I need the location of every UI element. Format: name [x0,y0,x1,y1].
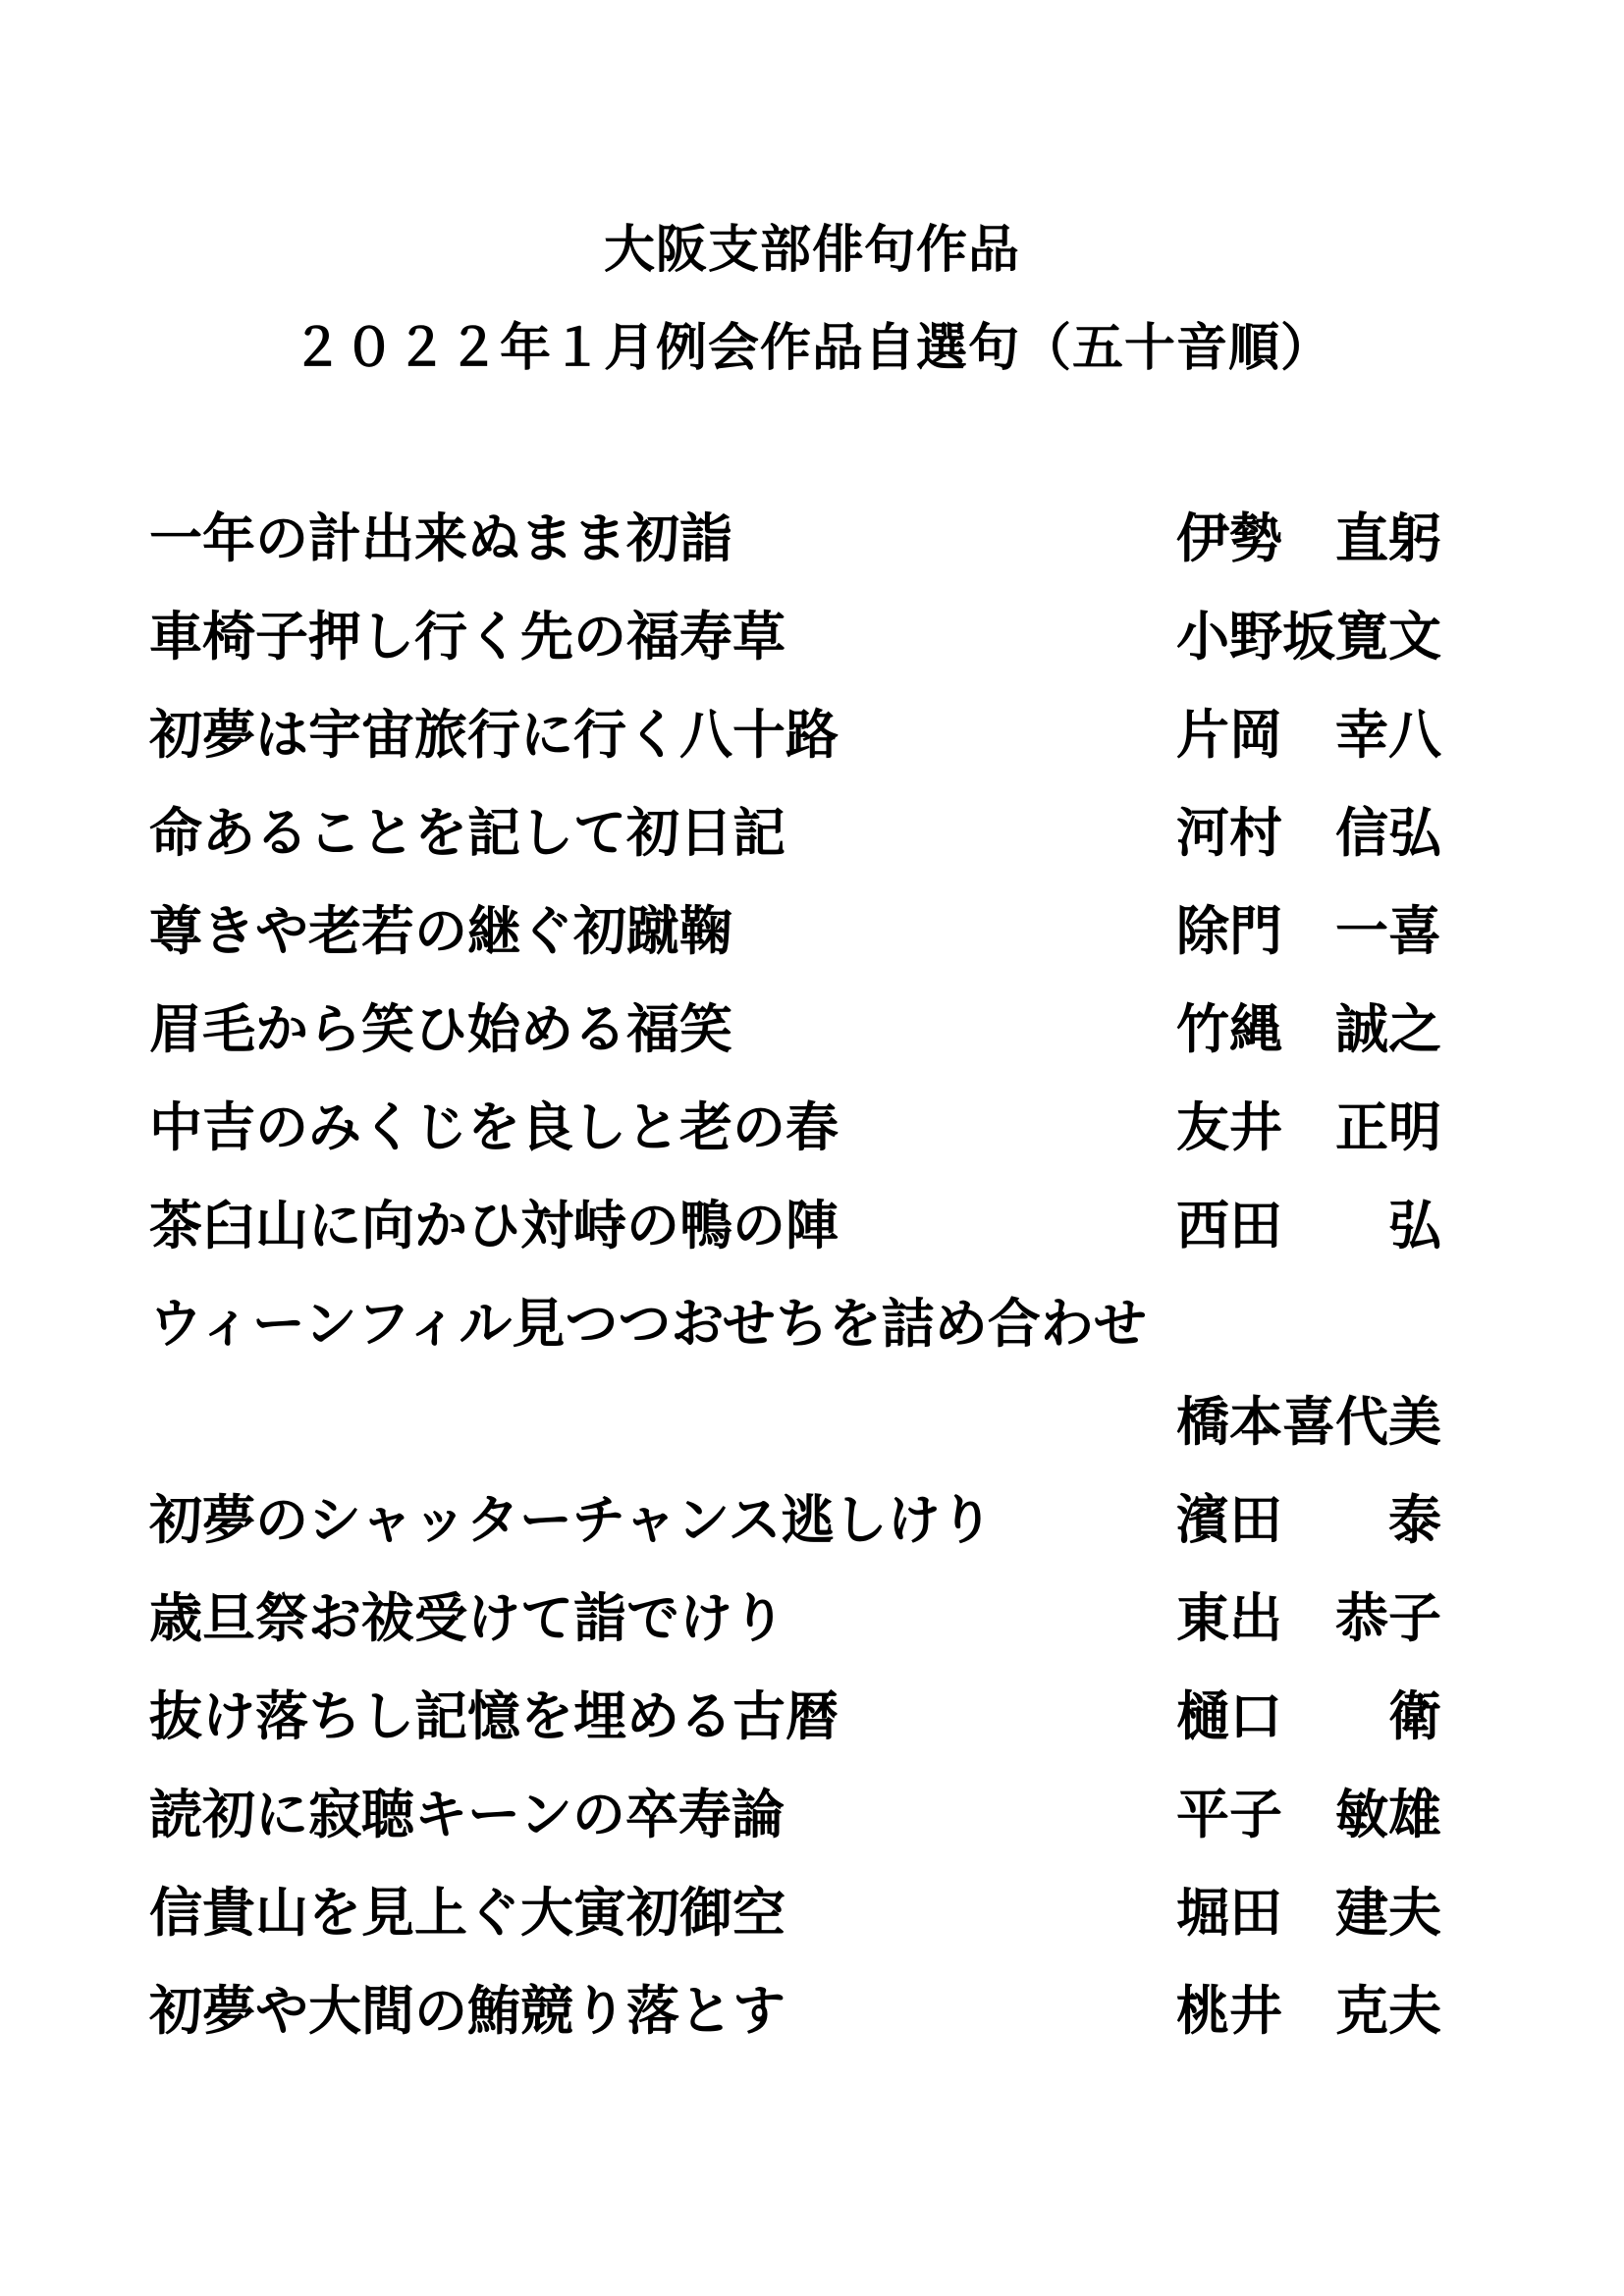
haiku-text: 眉毛から笑ひ始める福笑 [149,998,732,1060]
haiku-row [149,589,1485,687]
haiku-row [149,1178,1485,1276]
haiku-text: 中吉のみくじを良しと老の春 [149,1096,839,1158]
haiku-author: 河村 信弘 [1176,802,1441,864]
document-title: 大阪支部俳句作品 [603,221,1020,280]
haiku-author: 桃井 克夫 [1176,1980,1441,2042]
haiku-text: ウィーンフィル見つつおせちを詰め合わせ [149,1293,1147,1355]
haiku-text: 茶臼山に向かひ対峙の鴨の陣 [149,1195,839,1256]
haiku-author: 堀田 建夫 [1176,1882,1441,1944]
haiku-text: 初夢は宇宙旅行に行く八十路 [149,704,839,766]
haiku-text: 尊きや老若の継ぐ初蹴鞠 [149,900,732,962]
haiku-row [149,1963,1485,2061]
haiku-author: 竹縄 誠之 [1176,998,1441,1060]
haiku-text: 初夢のシャッターチャンス逃しけり [149,1489,994,1551]
haiku-row [149,1865,1485,1963]
document-subtitle: ２０２２年１月例会作品自選句（五十音順） [291,319,1332,378]
haiku-author: 西田 弘 [1176,1195,1441,1256]
haiku-text: 信貴山を見上ぐ大寅初御空 [149,1882,785,1944]
haiku-row [149,687,1485,785]
haiku-author: 東出 恭子 [1176,1587,1441,1649]
haiku-author: 伊勢 直躬 [1176,507,1441,569]
haiku-row [149,1374,1485,1472]
haiku-author: 橋本喜代美 [1176,1391,1441,1453]
haiku-row [149,883,1485,982]
haiku-row [149,1571,1485,1669]
haiku-text: 抜け落ちし記憶を埋める古暦 [149,1685,839,1747]
haiku-text: 初夢や大間の鮪競り落とす [149,1980,785,2042]
haiku-author: 友井 正明 [1176,1096,1441,1158]
haiku-author: 平子 敏雄 [1176,1784,1441,1845]
haiku-author: 濱田 泰 [1176,1489,1441,1551]
haiku-text: 車椅子押し行く先の福寿草 [149,606,785,667]
haiku-list [149,491,1485,2061]
haiku-text: 読初に寂聴キーンの卒寿論 [149,1784,785,1845]
haiku-author: 樋口 衛 [1176,1685,1441,1747]
haiku-author: 小野坂寛文 [1176,606,1441,667]
haiku-row [149,491,1485,589]
haiku-row [149,982,1485,1080]
haiku-author: 除門 一喜 [1176,900,1441,962]
haiku-text: 一年の計出来ぬまま初詣 [149,507,732,569]
haiku-row [149,785,1485,883]
haiku-row [149,1276,1485,1374]
haiku-text: 命あることを記して初日記 [149,802,785,864]
haiku-text: 歳旦祭お祓受けて詣でけり [149,1587,785,1649]
haiku-row [149,1767,1485,1865]
haiku-author: 片岡 幸八 [1176,704,1441,766]
haiku-row [149,1472,1485,1571]
haiku-row [149,1669,1485,1767]
haiku-row [149,1080,1485,1178]
